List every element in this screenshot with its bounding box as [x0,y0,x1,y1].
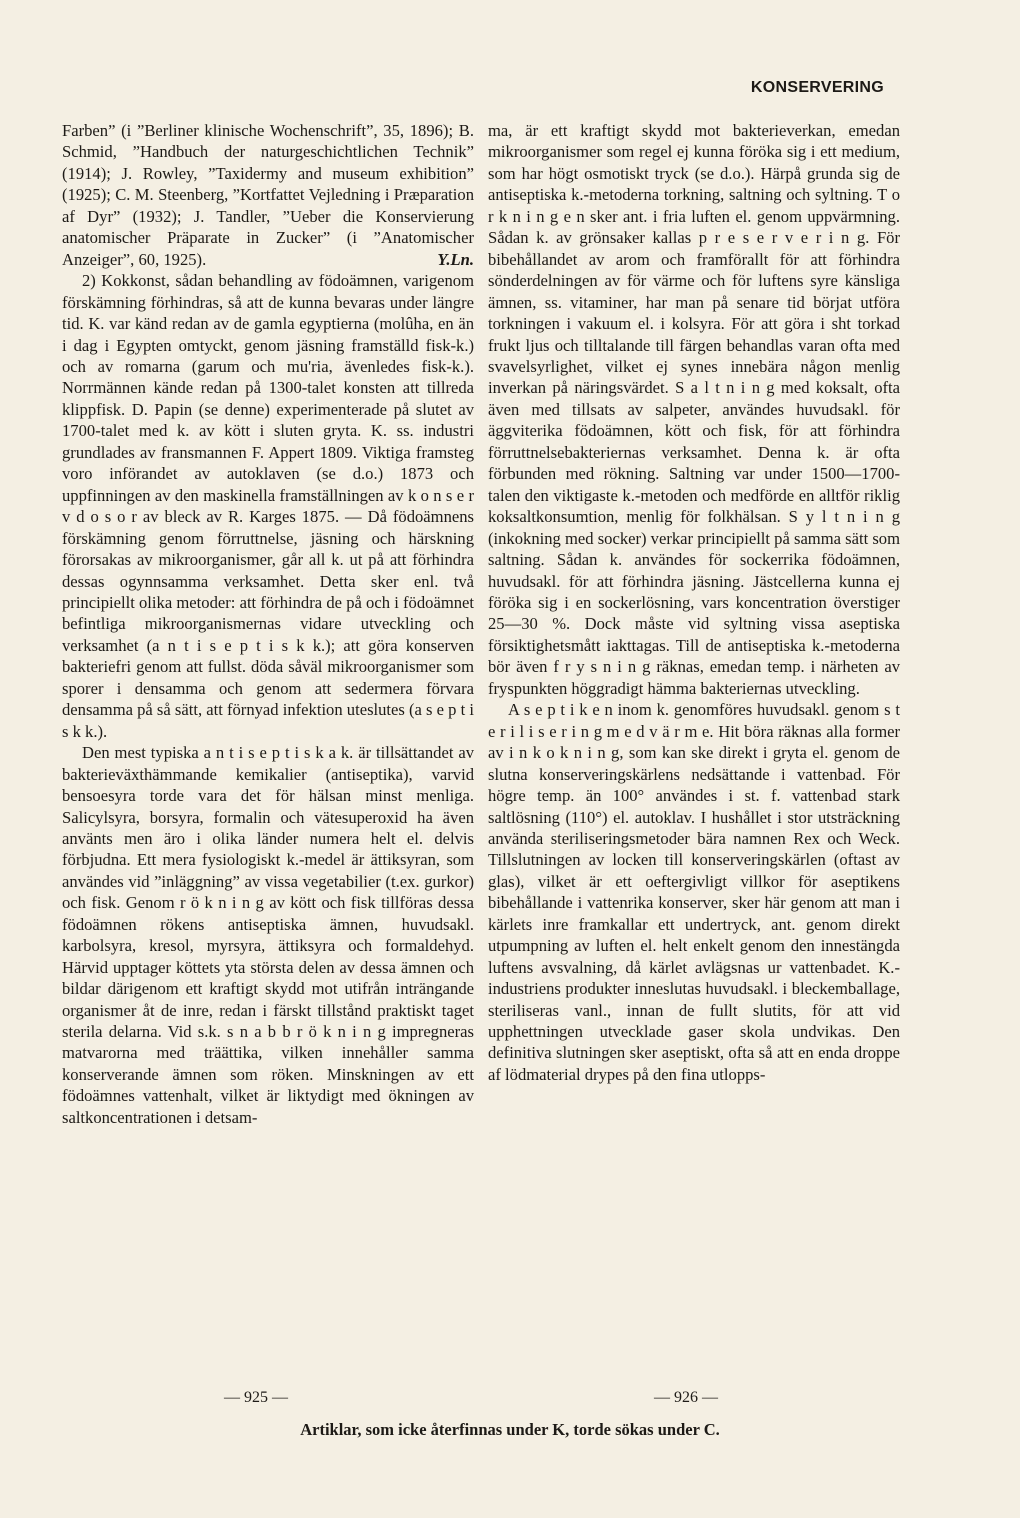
article-paragraph-kokkonst: 2) Kokkonst, sådan behandling av födoämnen, varigenom förskämning förhindras, så att de kunna bevaras under längre tid. K. var känd redan av de gamla egyptierna (molûha, en än i dag i Egypten omtyckt, genom jäsning framställd fisk-k.) och av romarna (garum och mu'ria, ävenledes fisk-k.). Norrmännen kände redan på 1300-talet konsten att tillreda klippfisk. D. Papin (se denne) experimenterade på slutet av 1700-talet med k. av kött i sluten gryta. K. ss. industri grundlades av fransmannen F. Appert 1809. Viktiga framsteg voro införandet av autoklaven (se d.o.) 1873 och uppfinningen av den maskinella framställningen av k o n s e r v d o s o r av bleck av R. Karges 1875. — Då födoämnens förskämning genom förruttnelse, jäsning och härskning förorsakas av mikroorganismer, går all k. ut på att förhindra dessas ogynnsamma verksamhet. Detta sker enl. två principiellt olika metoder: att förhindra de på och i födoämnet befintliga mikroorganismernas vidare utveckling och verksamhet (a n t i s e p t i s k k.); att göra konserven bakteriefri genom att fullst. döda såväl mikroorganismer som sporer i densamma och genom att sedermera förvara densamma på så sätt, att förnyad infektion uteslutes (a s e p t i s k k.). [62,271,474,741]
author-signature: Y.Ln. [437,249,474,269]
running-header: KONSERVERING [750,79,884,96]
right-column [488,120,900,1085]
left-column [62,120,474,1128]
footer-note: Artiklar, som icke återfinnas under K, torde sökas under C. [300,1420,720,1439]
article-paragraph-antiseptisk: Den mest typiska a n t i s e p t i s k a k. är tillsättandet av bakterieväxthämmande kemikalier (antiseptika), varvid bensoesyra torde vara det för hälsan minst menliga. Salicylsyra, borsyra, formalin och vätesuperoxid ha även använts men äro i olika länder numera helt el. delvis förbjudna. Ett mera fysiologiskt k.-medel är ättiksyran, som användes vid ”inläggning” av vissa vegetabilier (t.ex. gurkor) och fisk. Genom r ö k n i n g av kött och fisk tillföras dessa födoämnen rökens antiseptiska ämnen, huvudsakl. karbolsyra, kresol, myrsyra, ättiksyra och formaldehyd. Härvid upptager köttets yta största delen av dessa ämnen och bildar därigenom ett kraftigt skydd mot utifrån inträngande organismer åt de inre, redan i färskt tillstånd praktiskt taget sterila delarna. Vid s.k. s n a b b r ö k n i n g impregneras matvarorna med träättika, vilken innehåller samma konserverande ämnen som röken. Minskningen av ett födoämnes vattenhalt, vilket är liktydigt med ökningen av saltkoncentrationen i detsam- [62,743,474,1127]
page-number-right: — 926 — [654,1389,718,1406]
page-number-left: — 925 — [224,1389,288,1406]
article-paragraph-continued: ma, är ett kraftigt skydd mot bakterieverkan, emedan mikroorganismer som regel ej kunna föröka sig i ett medium, som har högt osmotiskt tryck (se d.o.). Härpå grunda sig de antiseptiska k.-metoderna torkning, saltning och syltning. T o r k n i n g e n sker ant. i fria luften el. genom uppvärmning. Sådan k. av grönsaker kallas p r e s e r v e r i n g. För bibehållandet av arom och framförallt för att förhindra sönderdelningen av för värme och för luftens syre känsliga ämnen, ss. vitaminer, har man på senare tid börjat utföra torkningen i vakuum el. i kolsyra. För att göra i sht torkad frukt ljus och tilltalande till färgen behandlas varan ofta med svavelsyrlighet, vilket ej synes innebära någon menlig inverkan på näringsvärdet. S a l t n i n g med koksalt, ofta även med tillsats av salpeter, användes huvudsakl. för äggviterika födoämnen, kött och fisk, för att förhindra förruttnelsebakteriernas verksamhet. Denna k. är ofta förbunden med rökning. Saltning var under 1500—1700-talen den viktigaste k.-metoden och medförde en alltför riklig koksaltkonsumtion, menlig för folkhälsan. S y l t n i n g (inkokning med socker) verkar principiellt på samma sätt som saltning. Sådan k. användes för sockerrika födoämnen, huvudsakl. för att förhindra jäsning. Jästcellerna kunna ej föröka sig i en sockerlösning, vars koncentration överstiger 25—30 %. Dock måste vid syltning vissa aseptiska försiktighetsmått iakttagas. Till de antiseptiska k.-metoderna bör även f r y s n i n g räknas, emedan temp. i närheten av fryspunkten höggradigt hämma bakteriernas utveckling. [488,121,900,698]
reference-paragraph [62,120,474,270]
reference-text: Farben” (i ”Berliner klinische Wochenschrift”, 35, 1896); B. Schmid, ”Handbuch der naturgeschichtlichen Technik” (1914); J. Rowley, ”Taxidermy and museum exhibition” (1925); C. M. Steenberg, ”Kortfattet Vejledning i Præparation af Dyr” (1932); J. Tandler, ”Ueber die Konservierung anatomischer Präparate in Zucker” (i ”Anatomischer Anzeiger”, 60, 1925). [62,121,474,269]
article-paragraph-aseptik: A s e p t i k e n inom k. genomföres huvudsakl. genom s t e r i l i s e r i n g m e d v ä r m e. Hit böra räknas alla former av i n k o k n i n g, som kan ske direkt i gryta el. genom de slutna konserveringskärlens nedsättande i vattenbad. För högre temp. än 100° användes i st. f. vattenbad stark saltlösning (110°) el. autoklav. I hushållet i stor utsträckning använda steriliseringsmetoder bära namnen Rex och Weck. Tillslutningen av locken till konserveringskärlen (oftast av glas), vilket är ett oeftergivligt villkor för aseptikens bibehållande i vattenrika konserver, sker här genom att man i kärlets inre framkallar ett undertryck, ant. genom direkt utpumpning av luften el. helt enkelt genom den innestängda luftens avsvalning, då kärlet avlägsnas ur vattenbadet. K.-industriens produkter inneslutas huvudsakl. i bleckemballage, steriliseras vanl., innan de fullt slutits, för att vid upphettningen utvecklade gaser skola undvikas. Den definitiva slutningen sker aseptiskt, ofta så att en enda droppe af lödmaterial drypes på den fina utlopps- [488,700,900,1084]
